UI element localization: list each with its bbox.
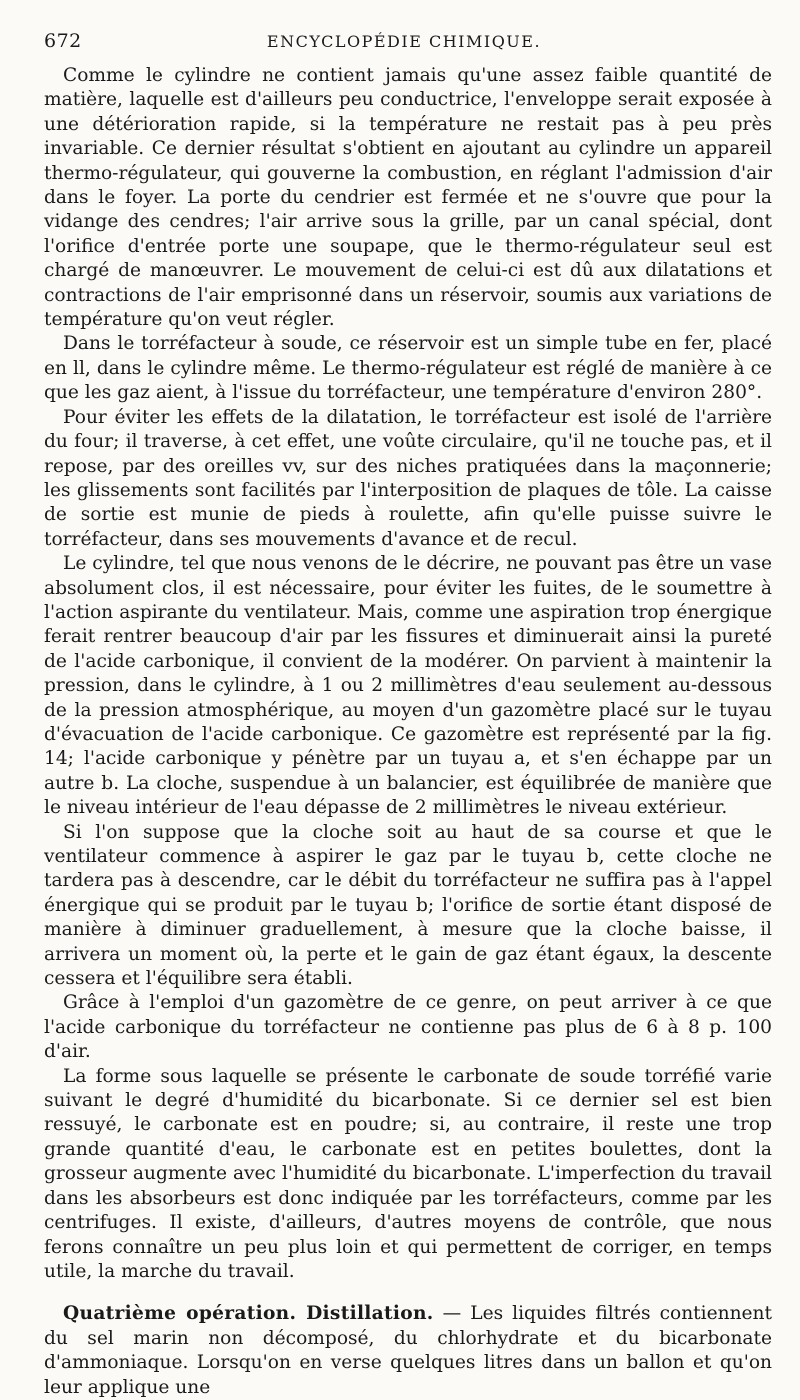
running-head: ENCYCLOPÉDIE CHIMIQUE. [266, 32, 542, 51]
paragraph: Le cylindre, tel que nous venons de le décrire, ne pouvant pas être un vase absolument clos, il est nécessaire, pour éviter les fuites, de le soumettre à l'action aspirante du ventilateur. Mais, comme une aspiration trop énergique ferait rentrer beaucoup d'air par les fissures et diminuerait ainsi la pureté de l'acide carbonique, il convient de la modérer. On parvient à maintenir la pression, dans le cylindre, à 1 ou 2 millimètres d'eau seulement au-dessous de la pression atmosphérique, au moyen d'un gazomètre placé sur le tuyau d'évacuation de l'acide carbonique. Ce gazomètre est représenté par la fig. 14; l'acide carbonique y pénètre par un tuyau a, et s'en échappe par un autre b. La cloche, suspendue à un balancier, est équilibrée de manière que le niveau intérieur de l'eau dépasse de 2 millimètres le niveau extérieur. [44, 553, 772, 819]
section-text: — Les liquides filtrés contiennent du sel marin non décomposé, du chlorhydrate et du bicarbonate d'ammoniaque. Lorsqu'on en verse quelques litres dans un ballon et qu'on leur applique une [44, 1303, 773, 1398]
body-text [44, 64, 772, 1400]
paragraph: La forme sous laquelle se présente le carbonate de soude torréfié varie suivant le degré d'humidité du bicarbonate. Si ce dernier sel est bien ressuyé, le carbonate est en poudre; si, au contraire, il reste une trop grande quantité d'eau, le carbonate est en petites boulettes, dont la grosseur augmente avec l'humidité du bicarbonate. L'imperfection du travail dans les absorbeurs est donc indiquée par les torréfacteurs, comme par les centrifuges. Il existe, d'ailleurs, d'autres moyens de contrôle, que nous ferons connaître un peu plus loin et qui permettent de corriger, en temps utile, la marche du travail. [44, 1065, 772, 1282]
paragraph: Pour éviter les effets de la dilatation, le torréfacteur est isolé de l'arrière du four; il traverse, à cet effet, une voûte circulaire, qu'il ne touche pas, et il repose, par des oreilles vv, sur des niches pratiquées dans la maçonnerie; les glissements sont facilités par l'interposition de plaques de tôle. La caisse de sortie est munie de pieds à roulette, afin qu'elle puisse suivre le torréfacteur, dans ses mouvements d'avance et de recul. [44, 406, 772, 550]
section-title: Quatrième opération. Distillation. [63, 1303, 434, 1325]
page-header [44, 30, 764, 60]
paragraph: Dans le torréfacteur à soude, ce réservoir est un simple tube en fer, placé en ll, dans le cylindre même. Le thermo-régulateur est réglé de manière à ce que les gaz aient, à l'issue du torréfacteur, une température d'environ 280°. [44, 333, 772, 404]
paragraph: Comme le cylindre ne contient jamais qu'une assez faible quantité de matière, laquelle est d'ailleurs peu conductrice, l'enveloppe serait exposée à une détérioration rapide, si la température ne restait pas à peu près invariable. Ce dernier résultat s'obtient en ajoutant au cylindre un appareil thermo-régulateur, qui gouverne la combustion, en réglant l'admission d'air dans le foyer. La porte du cendrier est fermée et ne s'ouvre que pour la vidange des cendres; l'air arrive sous la grille, par un canal spécial, dont l'orifice d'entrée porte une soupape, que le thermo-régulateur seul est chargé de manœuvrer. Le mouvement de celui-ci est dû aux dilatations et contractions de l'air emprisonné dans un réservoir, soumis aux variations de température qu'on veut régler. [44, 65, 772, 331]
page-number: 672 [44, 30, 82, 52]
paragraph: Grâce à l'emploi d'un gazomètre de ce genre, on peut arriver à ce que l'acide carbonique du torréfacteur ne contienne pas plus de 6 à 8 p. 100 d'air. [44, 992, 772, 1063]
paragraph: Si l'on suppose que la cloche soit au haut de sa course et que le ventilateur commence à aspirer le gaz par le tuyau b, cette cloche ne tardera pas à descendre, car le débit du torréfacteur ne suffira pas à l'appel énergique qui se produit par le tuyau b; l'orifice de sortie étant disposé de manière à diminuer graduellement, à mesure que la cloche baisse, il arrivera un moment où, la perte et le gain de gaz étant égaux, la descente cessera et l'équilibre sera établi. [44, 821, 772, 990]
section-paragraph [44, 1302, 772, 1400]
